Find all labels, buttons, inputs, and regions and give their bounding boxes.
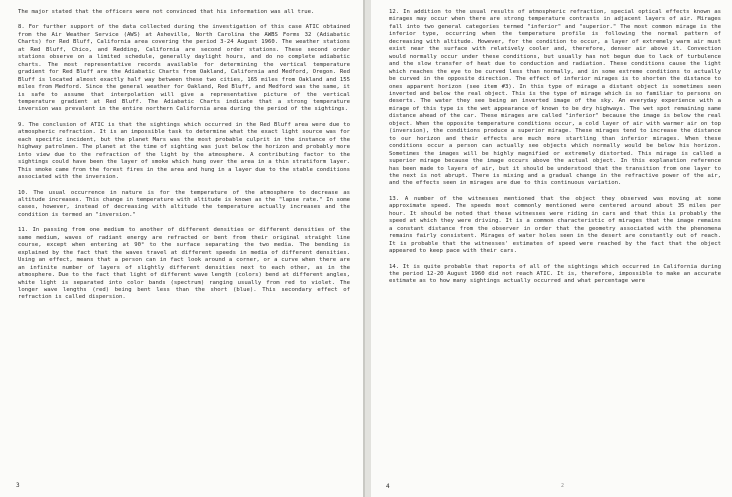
page-number-right: 4 bbox=[386, 483, 390, 490]
left-page bbox=[0, 0, 363, 497]
paragraph-intro: The major stated that the officers were not convinced that his information was all true. bbox=[18, 9, 315, 15]
paragraph-8: 8. For further support of the data collected during the investigation of this case ATIC obtained from the Air Weather Service (AWS) at Asheville, North Carolina the AWBS Forms 32 (Adiabatic Charts) for Red Bluff, California area covering the period 3-24 August 1960. The weather stations at Red Bluff, Chico, and Redding, California are second order stations. These second order stations observe on a limited schedule, generally daylight hours, and do no complete adiabatic charts. The most representative records available for determining the vertical temperature gradient for Red Bluff are the Adiabatic Charts from Oakland, California and Medford, Oregon. Red Bluff is located almost exactly half way between these two cities, 165 miles from Oakland and 155 miles from Medford. Since the general weather for Oakland, Red Bluff, and Medford was the same, it is safe to assume that interpolation will give a representative picture of the vertical temperature gradient at Red Bluff. The Adiabatic Charts indicate that a strong temperature inversion was prevalent in the entire northern California area during the period of the sightings. bbox=[18, 24, 350, 113]
paragraph-11: 11. In passing from one medium to another of different densities or different densities of the same medium, waves of radiant energy are refracted or bent from their original straight line course, except when entering at 90° to the surface separating the two media. The bending is explained by the fact that the waves travel at different speeds in media of different densities. Using an effect, means that a person can in fact look around a corner, or a curve when there are an infinite number of layers of slightly different densities next to each other, as in the atmosphere. Due to the fact that light of different wave length (colors) bend at different angles, white light is separated into color bands (spectrum) ranging usually from red to violet. The longer wave lengths (red) being bent less than the short (blue). This secondary effect of refraction is called dispersion. bbox=[18, 227, 350, 301]
gutter-edge bbox=[363, 0, 365, 497]
paragraph-10: 10. The usual occurrence in nature is for the temperature of the atmosphere to decrease as altitude increases. This change in temperature with altitude is known as the "lapse rate." In some cases, however, instead of decreasing with altitude the temperature actually increases and the condition is termed an "inversion." bbox=[18, 189, 350, 218]
stray-mark: 2 bbox=[561, 483, 565, 489]
right-page-text bbox=[389, 9, 721, 286]
left-page-text bbox=[18, 9, 350, 302]
paragraph-12: 12. In addition to the usual results of atmospheric refraction, special optical effects known as mirages may occur when there are strong temperature contrasts in adjacent layers of air. Mirages fall into two general categories termed "inferior" and "superior." The most common mirage is the inferior type, occurring when the temperature profile is following the normal pattern of decreasing with altitude. However, for the condition to occur, a layer of extremely warm air must exist near the surface with relatively cooler and, therefore, denser air above it. Convection would normally occur under these conditions, but usually has not begun due to lack of turbulence and the slow transfer of heat due to conduction and radiation. These conditions cause the light which reaches the eye to be curved less than normally, and in some extreme conditions to actually be curved in the opposite direction. The effect of inferior mirages is to shorten the distance to ones apparent horizon (see item #3). In this type of mirage a distant object is sometimes seen inverted and below the real object. This is the type of mirage which is so familiar to persons on deserts. The water they see being an inverted image of the sky. An everyday experience with a mirage of this type is the wet appearance of known to be dry highways. The wet spot remaining same distance ahead of the car. These mirages are called "inferior" because the image is below the real object. When the opposite temperature conditions occur, a cold layer of air with warmer air on top (inversion), the conditions produce a superior mirage. These mirages tend to increase the distance to our horizon and their effects are much more startling than inferior mirages. When these conditions occur a person can actually see objects which normally would be below his horizon. Sometimes the images will be highly magnified or extremely distorted. This mirage is called a superior mirage because the image occurs above the actual object. In this explanation reference has been made to layers of air, but it should be understood that the transition from one layer to the next is not abrupt. There is mixing and a gradual change in the refractive power of the air, and the effects seen in mirages are due to this continuous variation. bbox=[389, 9, 721, 187]
right-page bbox=[371, 0, 732, 497]
paragraph-9: 9. The conclusion of ATIC is that the sightings which occurred in the Red Bluff area were due to atmospheric refraction. It is an impossible task to determine what the exact light source was for each specific incident, but the planet Mars was the most probable culprit in the instance of the highway patrolmen. The planet at the time of sighting was just below the horizon and probably more into view due to the refraction of the light by the atmosphere. A contributing factor to the sightings could have been the layer of smoke which hung over the area in a thin stratiform layer. This smoke came from the forest fires in the area and hung in a layer due to the stable conditions associated with the inversion. bbox=[18, 121, 350, 181]
page-number-left: 3 bbox=[16, 482, 20, 489]
paragraph-14: 14. It is quite probable that reports of all of the sightings which occurred in California during the period 12-20 August 1960 did not reach ATIC. It is, therefore, impossible to make an accurate estimate as to how many sightings actually occurred and what percentage were bbox=[389, 263, 721, 285]
paragraph-13: 13. A number of the witnesses mentioned that the object they observed was moving at some approximate speed. The speeds most commonly mentioned were centered around about 35 miles per hour. It should be noted that these witnesses were riding in cars and that this is probably the speed at which they were driving. It is a common characteristic of mirages that the image remains a constant distance from the observer in order that the geometry associated with the phenomena remains fairly consistent. Mirages of water holes seen in the desert are constantly out of reach. It is probable that the witnesses' estimates of speed were reached by the fact that the object appeared to keep pace with their cars. bbox=[389, 195, 721, 255]
